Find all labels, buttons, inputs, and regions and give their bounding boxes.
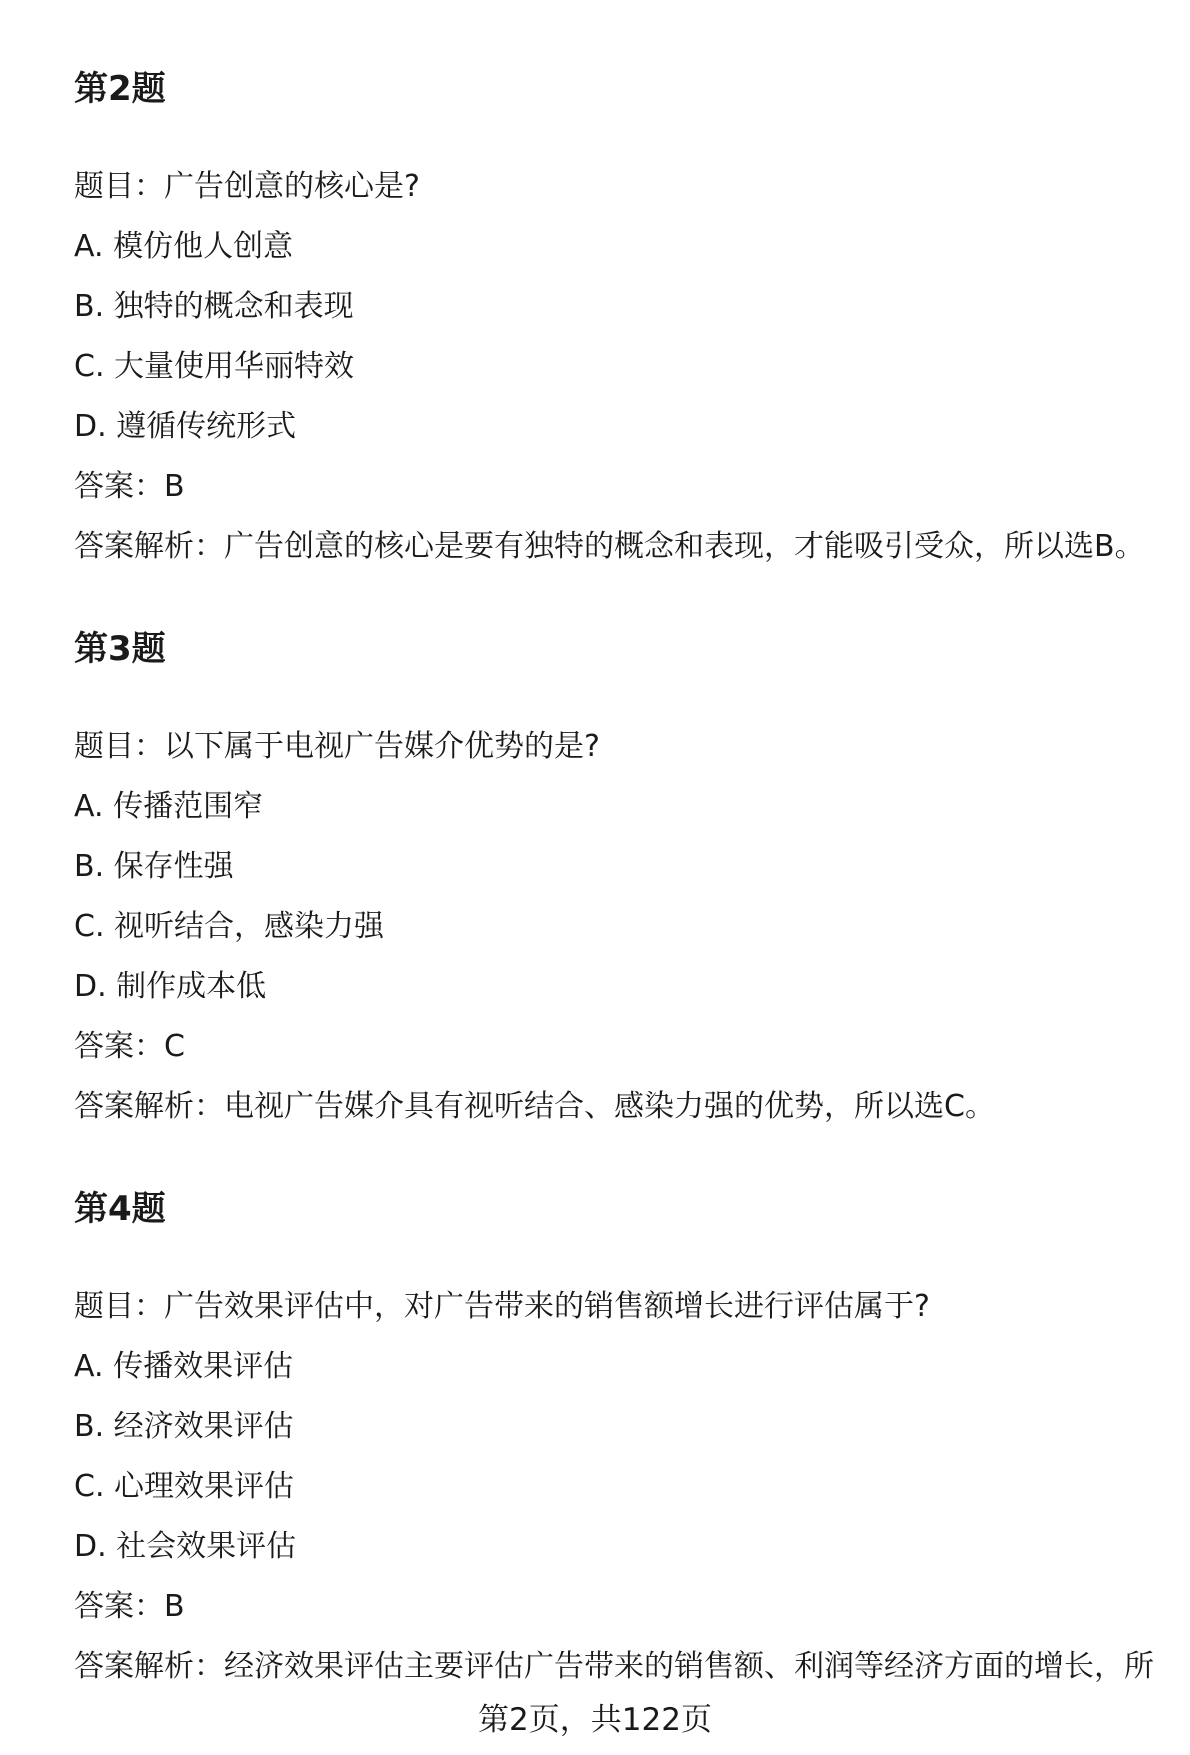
option-c: C. 大量使用华丽特效 bbox=[74, 349, 355, 384]
answer: 答案：C bbox=[74, 1029, 185, 1064]
answer-explanation: 答案解析：经济效果评估主要评估广告带来的销售额、利润等经济方面的增长，所 bbox=[74, 1649, 1154, 1684]
question-heading: 第4题 bbox=[74, 1189, 166, 1229]
question-heading: 第3题 bbox=[74, 629, 166, 669]
option-d: D. 社会效果评估 bbox=[74, 1529, 297, 1564]
answer-explanation: 答案解析：广告创意的核心是要有独特的概念和表现，才能吸引受众，所以选B。 bbox=[74, 529, 1145, 564]
question-heading: 第2题 bbox=[74, 69, 166, 109]
answer-explanation: 答案解析：电视广告媒介具有视听结合、感染力强的优势，所以选C。 bbox=[74, 1089, 995, 1124]
answer: 答案：B bbox=[74, 469, 185, 504]
answer: 答案：B bbox=[74, 1589, 185, 1624]
question-text: 题目：以下属于电视广告媒介优势的是? bbox=[74, 729, 600, 764]
option-b: B. 经济效果评估 bbox=[74, 1409, 294, 1444]
option-a: A. 模仿他人创意 bbox=[74, 229, 294, 264]
page-number-footer: 第2页，共122页 bbox=[478, 1702, 712, 1738]
option-a: A. 传播效果评估 bbox=[74, 1349, 294, 1384]
question-text: 题目：广告创意的核心是? bbox=[74, 169, 420, 204]
question-text: 题目：广告效果评估中，对广告带来的销售额增长进行评估属于? bbox=[74, 1289, 930, 1324]
option-d: D. 遵循传统形式 bbox=[74, 409, 297, 444]
option-a: A. 传播范围窄 bbox=[74, 789, 264, 824]
option-c: C. 心理效果评估 bbox=[74, 1469, 295, 1504]
option-b: B. 保存性强 bbox=[74, 849, 234, 884]
option-b: B. 独特的概念和表现 bbox=[74, 289, 354, 324]
option-d: D. 制作成本低 bbox=[74, 969, 267, 1004]
option-c: C. 视听结合，感染力强 bbox=[74, 909, 385, 944]
